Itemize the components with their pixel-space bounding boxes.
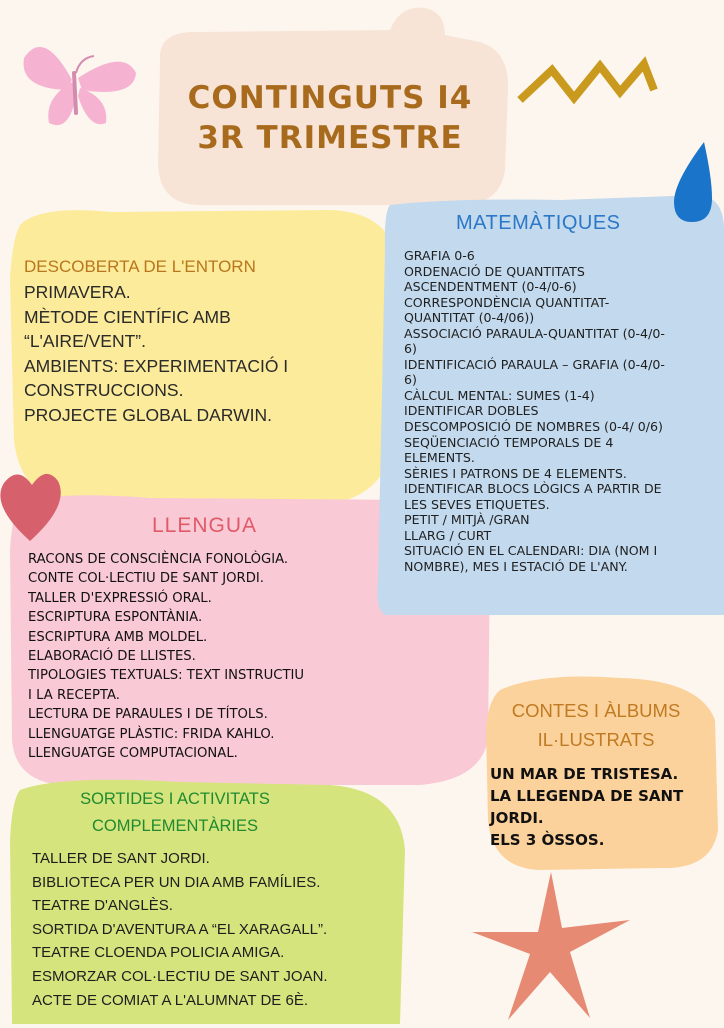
list-item: ASSOCIACIÓ PARAULA-QUANTITAT (0-4/0-	[404, 325, 665, 341]
list-item: ELABORACIÓ DE LLISTES.	[28, 649, 196, 665]
title-line-1: CONTINGUTS I4	[187, 80, 473, 116]
list-item: LLARG / CURT	[404, 527, 492, 543]
list-item: LLENGUATGE COMPUTACIONAL.	[28, 746, 238, 762]
sortides-heading-line-1: SORTIDES I ACTIVITATS	[80, 790, 270, 808]
star-icon	[466, 868, 636, 1028]
list-item: PRIMAVERA.	[24, 282, 131, 302]
list-item: NOMBRE), MES I ESTACIÓ DE L'ANY.	[404, 558, 628, 574]
contes-heading	[496, 696, 696, 754]
list-item: ESMORZAR COL·LECTIU DE SANT JOAN.	[32, 967, 328, 985]
descoberta-list	[24, 280, 288, 427]
butterfly-icon	[14, 18, 144, 138]
zigzag-icon	[512, 50, 662, 120]
sortides-list	[32, 847, 328, 1012]
list-item: ELS 3 ÒSSOS.	[490, 831, 605, 849]
list-item: TEATRE CLOENDA POLICIA AMIGA.	[32, 944, 285, 962]
droplet-icon	[670, 138, 718, 228]
list-item: LECTURA DE PARAULES I DE TÍTOLS.	[28, 707, 268, 723]
heart-icon	[0, 465, 70, 545]
sortides-heading-line-2: COMPLEMENTÀRIES	[92, 817, 258, 835]
list-item: TEATRE D'ANGLÈS.	[32, 897, 173, 915]
list-item: UN MAR DE TRISTESA.	[490, 765, 679, 783]
matematiques-list	[404, 248, 720, 574]
list-item: TALLER D'EXPRESSIÓ ORAL.	[28, 590, 212, 606]
list-item: LA LLEGENDA DE SANT	[490, 787, 684, 805]
list-item: SÈRIES I PATRONS DE 4 ELEMENTS.	[404, 465, 627, 481]
list-item: TALLER DE SANT JORDI.	[32, 850, 210, 867]
list-item: ACTE DE COMIAT A L'ALUMNAT DE 6È.	[32, 991, 308, 1009]
list-item: GRAFIA 0-6	[404, 248, 475, 263]
contes-heading-line-2: IL·LUSTRATS	[537, 729, 655, 750]
list-item: MÈTODE CIENTÍFIC AMB	[24, 306, 231, 327]
sortides-heading	[40, 786, 310, 840]
list-item: 6)	[404, 372, 417, 388]
page-title	[150, 78, 510, 158]
list-item: CORRESPONDÈNCIA QUANTITAT-	[404, 294, 610, 310]
list-item: “L'AIRE/VENT”.	[24, 331, 146, 351]
list-item: IDENTIFICAR DOBLES	[404, 403, 539, 419]
title-line-2: 3R TRIMESTRE	[197, 120, 463, 156]
list-item: ESCRIPTURA AMB MOLDEL.	[28, 629, 208, 645]
contes-list	[490, 763, 718, 851]
list-item: SITUACIÓ EN EL CALENDARI: DIA (NOM I	[404, 543, 658, 559]
list-item: 6)	[404, 341, 417, 357]
list-item: ELEMENTS.	[404, 450, 475, 466]
list-item: ORDENACIÓ DE QUANTITATS	[404, 263, 585, 279]
list-item: I LA RECEPTA.	[28, 687, 120, 703]
list-item: IDENTIFICACIÓ PARAULA – GRAFIA (0-4/0-	[404, 356, 665, 372]
list-item: RACONS DE CONSCIÈNCIA FONOLÒGIA.	[28, 552, 289, 567]
matematiques-heading: MATEMÀTIQUES	[456, 212, 621, 234]
list-item: IDENTIFICAR BLOCS LÒGICS A PARTIR DE	[404, 481, 662, 497]
list-item: JORDI.	[490, 809, 544, 827]
list-item: CONSTRUCCIONS.	[24, 380, 184, 400]
list-item: CONTE COL·LECTIU DE SANT JORDI.	[28, 571, 264, 587]
llengua-heading: LLENGUA	[152, 514, 258, 537]
descoberta-heading: DESCOBERTA DE L'ENTORN	[24, 257, 256, 276]
list-item: ASCENDENTMENT (0-4/0-6)	[404, 279, 577, 295]
llengua-list	[28, 550, 373, 763]
list-item: SEQÜENCIACIÓ TEMPORALS DE 4	[404, 434, 614, 450]
list-item: PETIT / MITJÀ /GRAN	[404, 512, 530, 528]
list-item: LES SEVES ETIQUETES.	[404, 496, 550, 512]
list-item: PROJECTE GLOBAL DARWIN.	[24, 404, 272, 425]
list-item: LLENGUATGE PLÀSTIC: FRIDA KAHLO.	[28, 726, 275, 742]
list-item: CÀLCUL MENTAL: SUMES (1-4)	[404, 387, 595, 403]
list-item: AMBIENTS: EXPERIMENTACIÓ I	[24, 355, 289, 376]
contes-heading-line-1: CONTES I ÀLBUMS	[511, 700, 681, 721]
list-item: BIBLIOTECA PER UN DIA AMB FAMÍLIES.	[32, 873, 321, 891]
list-item: QUANTITAT (0-4/06))	[404, 310, 535, 326]
list-item: DESCOMPOSICIÓ DE NOMBRES (0-4/ 0/6)	[404, 419, 663, 435]
list-item: TIPOLOGIES TEXTUALS: TEXT INSTRUCTIU	[28, 668, 305, 684]
list-item: SORTIDA D'AVENTURA A “EL XARAGALL”.	[32, 920, 328, 938]
list-item: ESCRIPTURA ESPONTÀNIA.	[28, 610, 203, 626]
